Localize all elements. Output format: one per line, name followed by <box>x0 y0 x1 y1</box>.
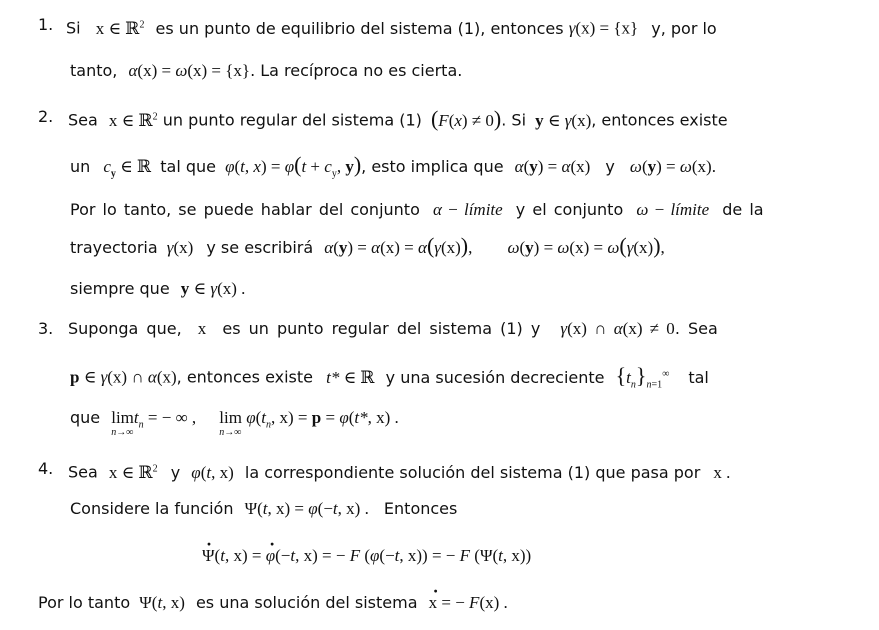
item-2-text-2: un $c_y$ ∈ ℝ tal que φ(t, $x) = \varphi(t + c_y$, y), esto implica que α(y) = α(x) y ω(y) = ω(x). <box>70 152 716 180</box>
item-2-text-1: Sea x ∈ ℝ$^2$ un punto regular del sistema (1) (F(x) ≠ 0). Si y ∈ γ(x), entonces existe <box>68 105 728 131</box>
item-1-text-2: tanto, α(x) = ω(x) = {x}. La recíproca no es cierta. <box>70 61 463 80</box>
item-2-text-3: Por lo tanto, se puede hablar del conjunto α − límite y el conjunto ω − límite de la <box>70 200 764 219</box>
item-number: 1. <box>38 15 54 34</box>
item-3-text-3: que limt$_n$ = − ∞ , n→∞ $\lim \varphi(t_n$, x) = p = φ(t*, x) . n→∞ <box>70 408 399 438</box>
equation-psi-dot: · Ψ(t, x) = · φ(−t, x) = − F (φ(−t, x)) = − F (Ψ(t, x)) <box>202 545 531 567</box>
math-alpha-omega: α(x) = ω(x) = {x} <box>128 61 251 80</box>
conclusion-line: Por lo tanto Ψ(t, x) es una solución del sistema · x = − F(x) . <box>38 592 508 614</box>
math-gamma-x: γ(x) = {x} <box>568 18 639 38</box>
item-2-text-4: trayectoria γ(x) y se escribirá α(y) = α(x) = α(γ(x)), ω(y) = ω(x) = ω(γ(x)), <box>70 233 665 258</box>
item-4-text-2: Considere la función Ψ(t, x) = φ(−t, x) . Entonces <box>70 499 458 518</box>
item-1-text-1: Si x ∈ ℝ$^2$ es un punto de equilibrio del sistema (1), entonces γ(x) = {x} y, por lo <box>66 18 717 39</box>
item-2-text-5: siempre que y ∈ γ(x) . <box>70 279 246 298</box>
math-x-in-r2: x ∈ ℝ$^2$ <box>95 18 145 39</box>
item-3-text-1: Suponga que, x es un punto regular del sistema (1) y γ(x) ∩ α(x) ≠ 0. Sea <box>68 319 718 338</box>
item-4-text-1: Sea x ∈ ℝ$^2$ y φ(t, x) la correspondiente solución del sistema (1) que pasa por x . <box>68 462 731 483</box>
item-3-text-2: p ∈ γ(x) ∩ α(x), entonces existe t* ∈ ℝ y una sucesión decreciente $\{t_n\}_{n=1}^\infty$ tal <box>70 362 709 391</box>
